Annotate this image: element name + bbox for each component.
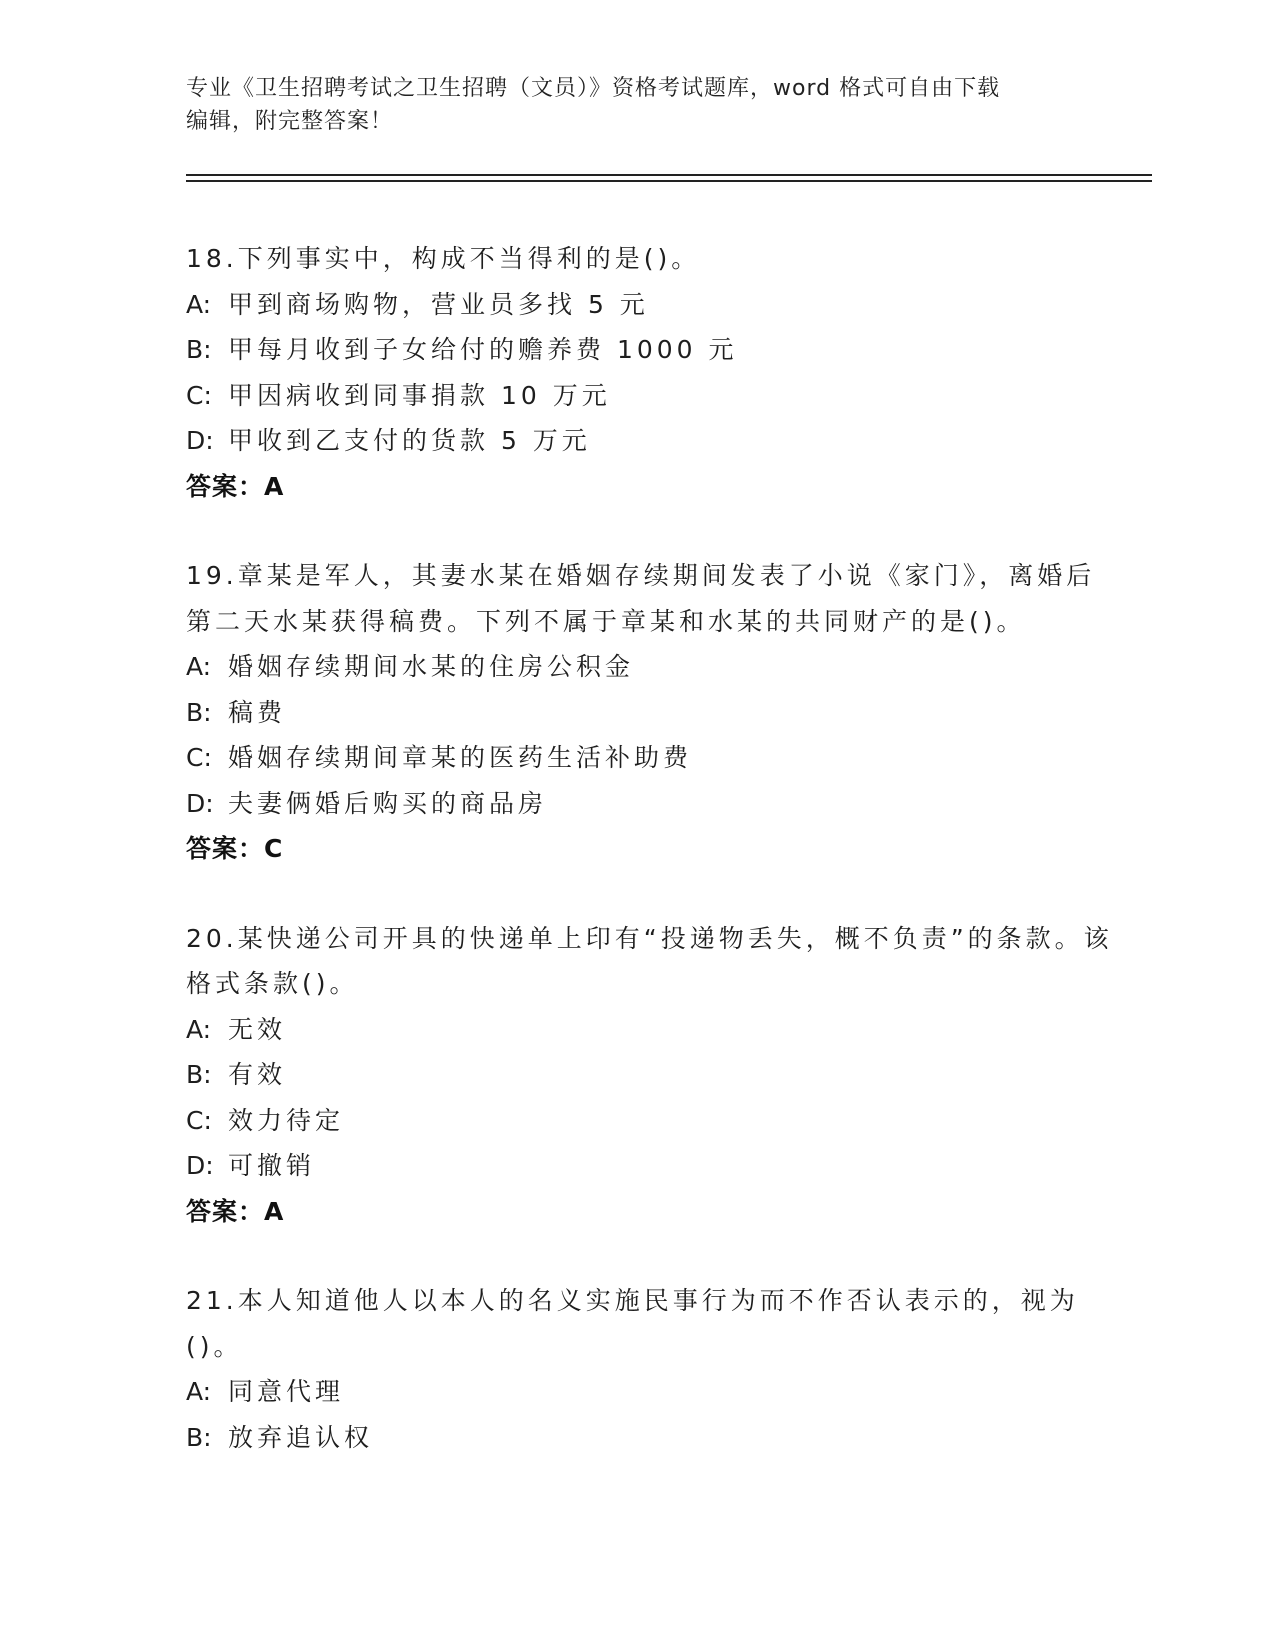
option-text: 夫妻俩婚后购买的商品房 <box>228 788 548 818</box>
option-text: 甲因病收到同事捐款 10 万元 <box>228 380 611 410</box>
option-letter: D: <box>186 426 214 455</box>
header-divider-bottom <box>186 180 1152 182</box>
header-line-2: 编辑，附完整答案！ <box>186 109 394 134</box>
option-letter: D: <box>186 1151 214 1180</box>
option-text: 婚姻存续期间章某的医药生活补助费 <box>228 743 693 772</box>
option-text: 甲到商场购物，营业员多找 5 元 <box>228 289 649 319</box>
option-c <box>186 373 1116 419</box>
question-stem: 21.本人知道他人以本人的名义实施民事行为而不作否认表示的，视为()。 <box>186 1286 1079 1361</box>
option-c <box>186 735 1116 781</box>
answer-value: A <box>264 1196 285 1226</box>
option-text: 效力待定 <box>228 1105 345 1135</box>
option-c <box>186 1098 1116 1144</box>
answer-value: C <box>264 834 284 863</box>
answer-line <box>186 464 1116 510</box>
option-text: 甲每月收到子女给付的赡养费 1000 元 <box>228 335 738 364</box>
option-a <box>186 1007 1116 1053</box>
option-letter: B: <box>186 1060 212 1089</box>
option-letter: B: <box>186 335 212 364</box>
question-stem: 20.某快递公司开具的快递单上印有“投递物丢失，概不负责”的条款。该格式条款()。 <box>186 923 1113 998</box>
option-text: 婚姻存续期间水某的住房公积金 <box>228 652 635 681</box>
option-d <box>186 1143 1116 1189</box>
option-letter: C: <box>186 743 212 772</box>
option-text: 有效 <box>228 1060 287 1089</box>
question-stem: 18.下列事实中，构成不当得利的是()。 <box>186 244 701 273</box>
question-21 <box>186 1278 1116 1460</box>
answer-label: 答案： <box>186 1196 265 1226</box>
option-letter: A: <box>186 1014 212 1044</box>
option-text: 同意代理 <box>228 1377 345 1406</box>
answer-label: 答案： <box>186 471 265 501</box>
question-stem: 19.章某是军人，其妻水某在婚姻存续期间发表了小说《家门》，离婚后第二天水某获得稿费。下列不属于章某和水某的共同财产的是()。 <box>186 561 1096 636</box>
option-letter: D: <box>186 788 214 818</box>
answer-line <box>186 1189 1116 1235</box>
option-a <box>186 644 1116 690</box>
option-d <box>186 781 1116 827</box>
option-b <box>186 327 1116 373</box>
option-letter: B: <box>186 1422 212 1452</box>
header-divider-top <box>186 174 1152 176</box>
option-text: 无效 <box>228 1014 287 1044</box>
option-b <box>186 690 1116 736</box>
option-letter: A: <box>186 652 212 681</box>
option-a <box>186 282 1116 328</box>
option-letter: A: <box>186 1377 212 1406</box>
option-text: 甲收到乙支付的货款 5 万元 <box>228 426 591 455</box>
option-text: 放弃追认权 <box>228 1422 374 1452</box>
option-b <box>186 1415 1116 1461</box>
option-a <box>186 1369 1116 1415</box>
question-list <box>186 236 1116 1504</box>
header-line-1: 专业《卫生招聘考试之卫生招聘（文员）》资格考试题库，word 格式可自由下载 <box>186 76 1001 101</box>
option-text: 可撤销 <box>228 1151 316 1180</box>
question-18 <box>186 236 1116 509</box>
question-19 <box>186 553 1116 872</box>
option-text: 稿费 <box>228 697 287 727</box>
option-letter: C: <box>186 1105 212 1135</box>
answer-value: A <box>264 471 285 501</box>
document-header <box>186 72 1086 138</box>
question-20 <box>186 916 1116 1235</box>
option-letter: A: <box>186 289 212 319</box>
answer-line <box>186 826 1116 872</box>
answer-label: 答案： <box>186 834 265 863</box>
option-d <box>186 418 1116 464</box>
option-b <box>186 1052 1116 1098</box>
option-letter: B: <box>186 697 212 727</box>
option-letter: C: <box>186 380 212 410</box>
